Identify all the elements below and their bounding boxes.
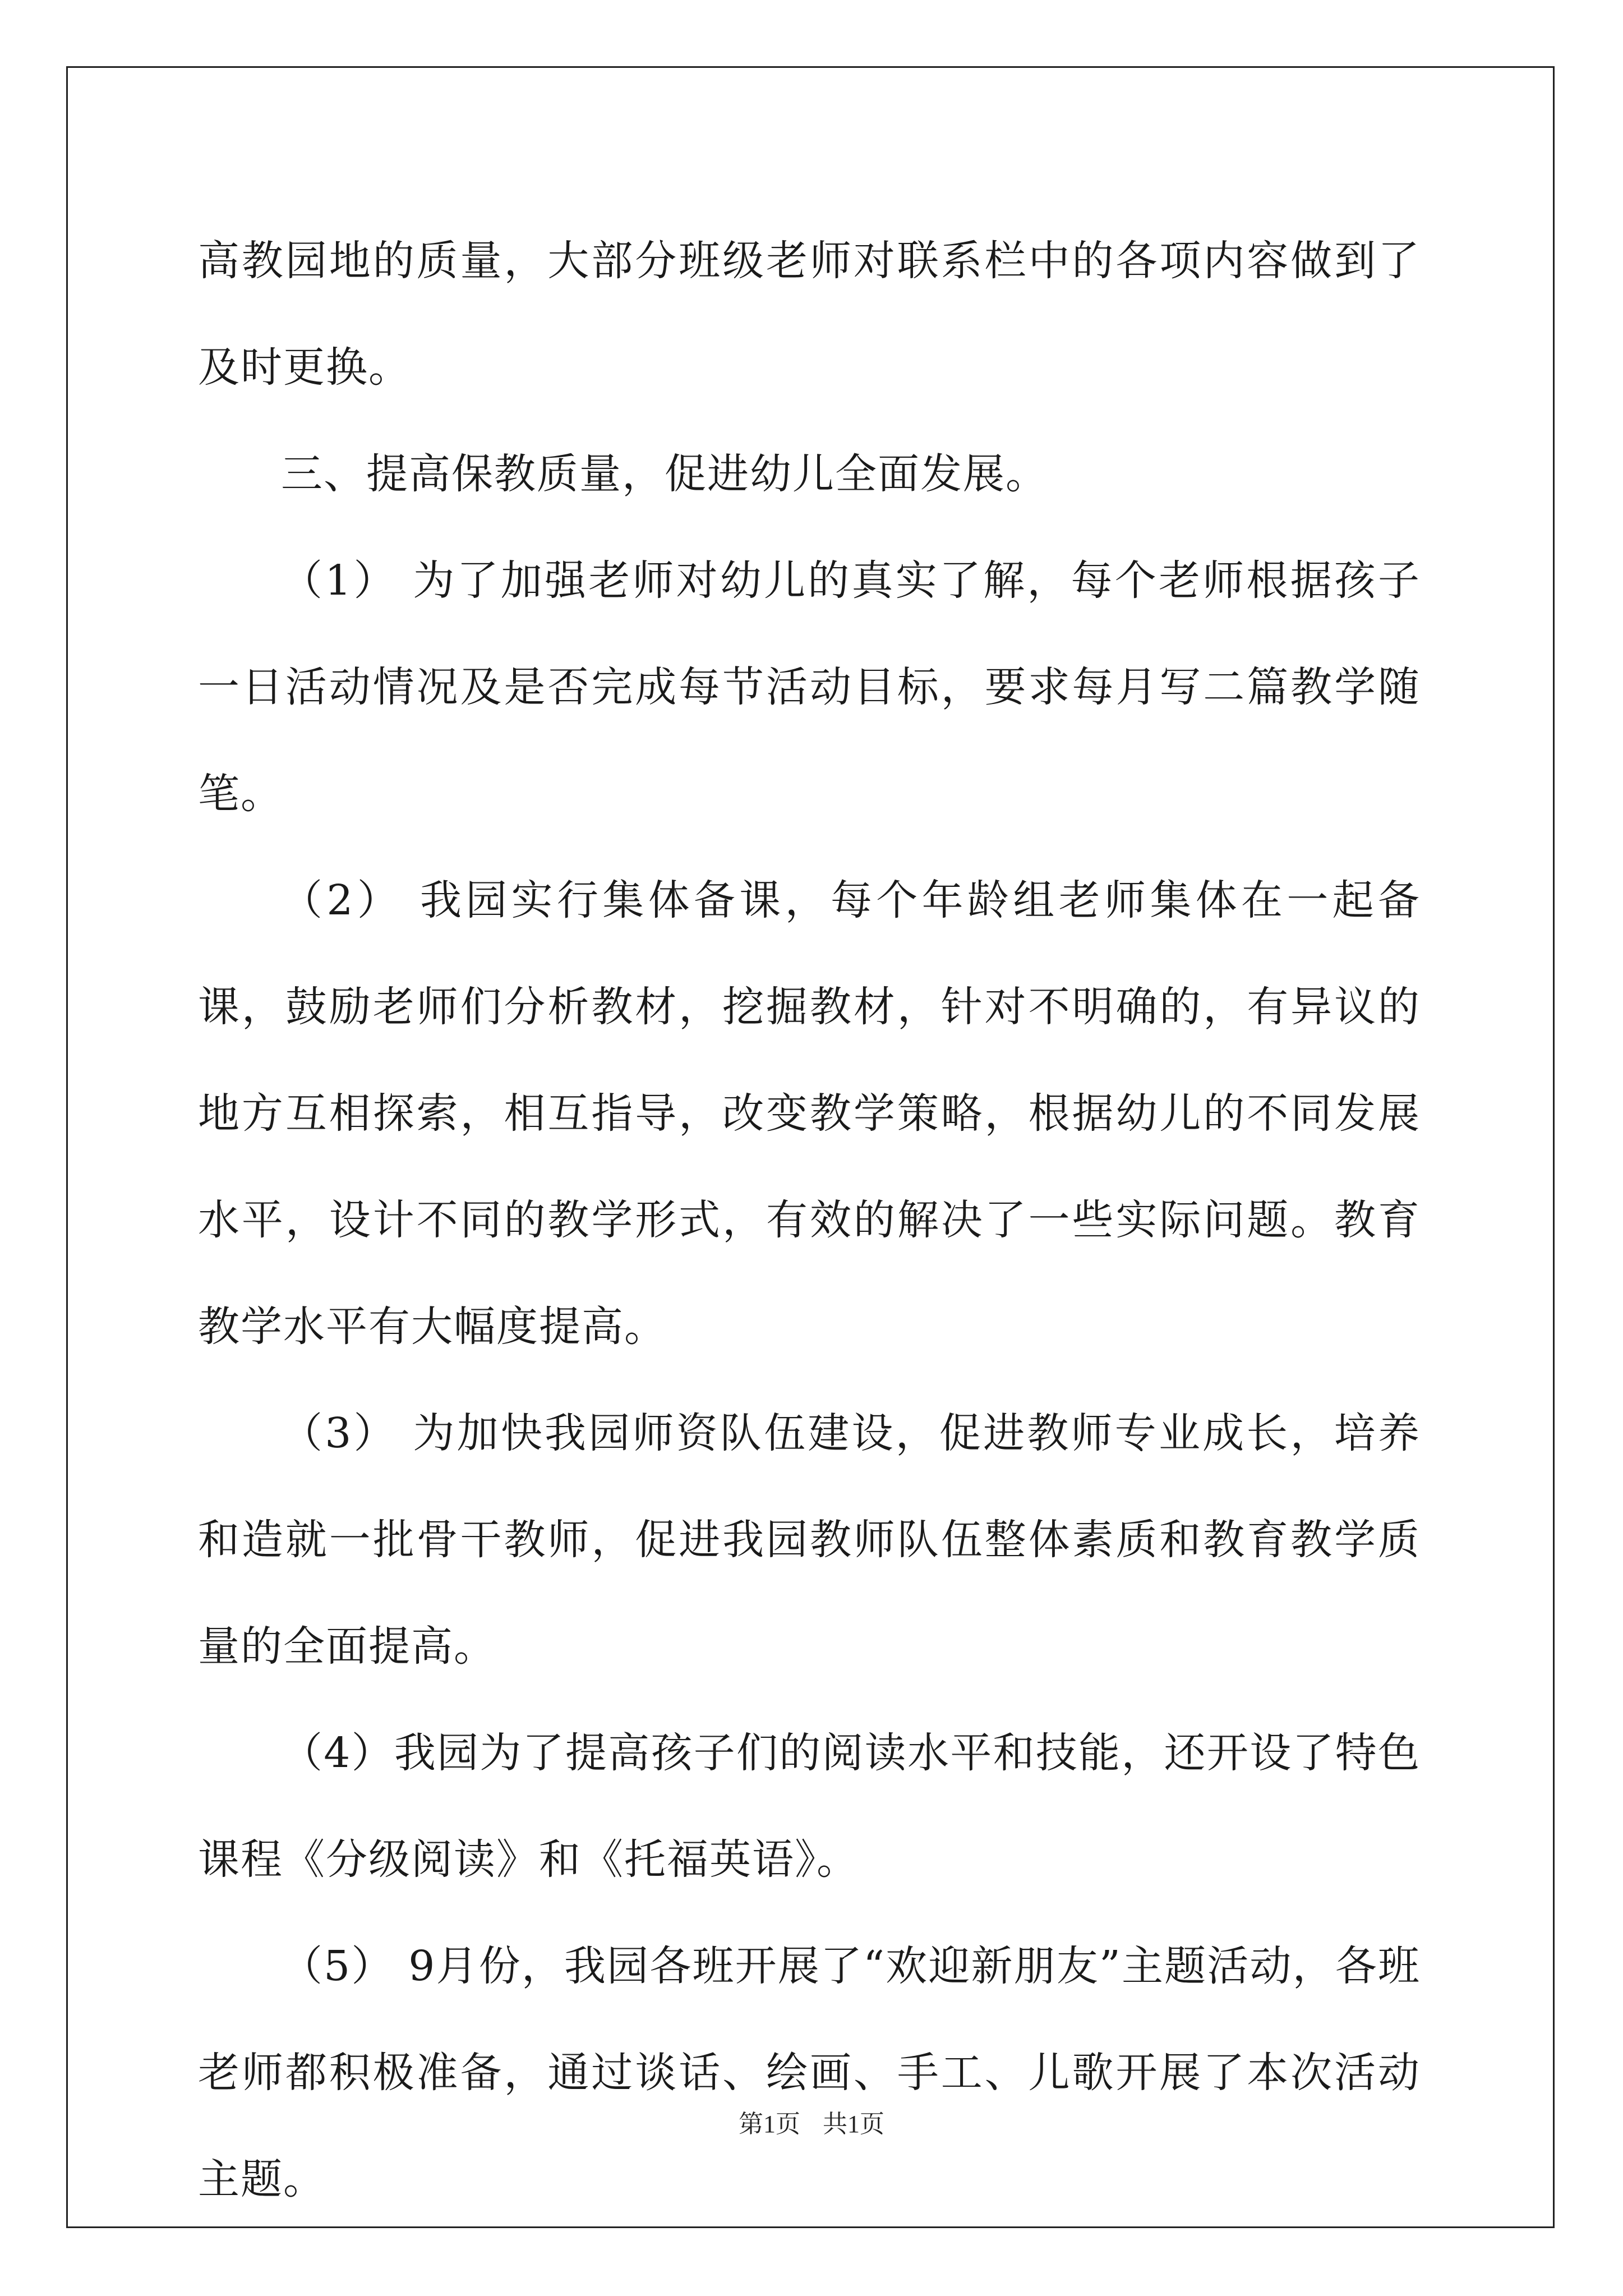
page-total: 共1页	[823, 2110, 884, 2138]
document-body	[198, 208, 1421, 2233]
paragraph-item-4: （4）我园为了提高孩子们的阅读水平和技能，还开设了特色课程《分级阅读》和《托福英语》。	[198, 1729, 1421, 1884]
paragraph-1: 高教园地的质量，大部分班级老师对联系栏中的各项内容做到了及时更换。	[198, 237, 1421, 392]
paragraph-item-2: （2） 我园实行集体备课，每个年龄组老师集体在一起备课，鼓励老师们分析教材，挖掘教材，针对不明确的，有异议的地方互相探索，相互指导，改变教学策略，根据幼儿的不同发展水平，设计不同的教学形式，有效的解决了一些实际问题。教育教学水平有大幅度提高。	[198, 876, 1421, 1351]
paragraph-item-3: （3） 为加快我园师资队伍建设，促进教师专业成长，培养和造就一批骨干教师，促进我园教师队伍整体素质和教育教学质量的全面提高。	[198, 1409, 1421, 1671]
paragraph-item-1: （1） 为了加强老师对幼儿的真实了解，每个老师根据孩子一日活动情况及是否完成每节活动目标，要求每月写二篇教学随笔。	[198, 556, 1421, 818]
page-footer	[0, 2104, 1623, 2139]
section-heading-3: 三、提高保教质量，促进幼儿全面发展。	[281, 450, 1048, 498]
paragraph-item-5: （5） 9月份，我园各班开展了“欢迎新朋友”主题活动，各班老师都积极准备，通过谈话、绘画、手工、儿歌开展了本次活动主题。	[198, 1942, 1421, 2203]
page-number: 第1页	[739, 2110, 800, 2138]
